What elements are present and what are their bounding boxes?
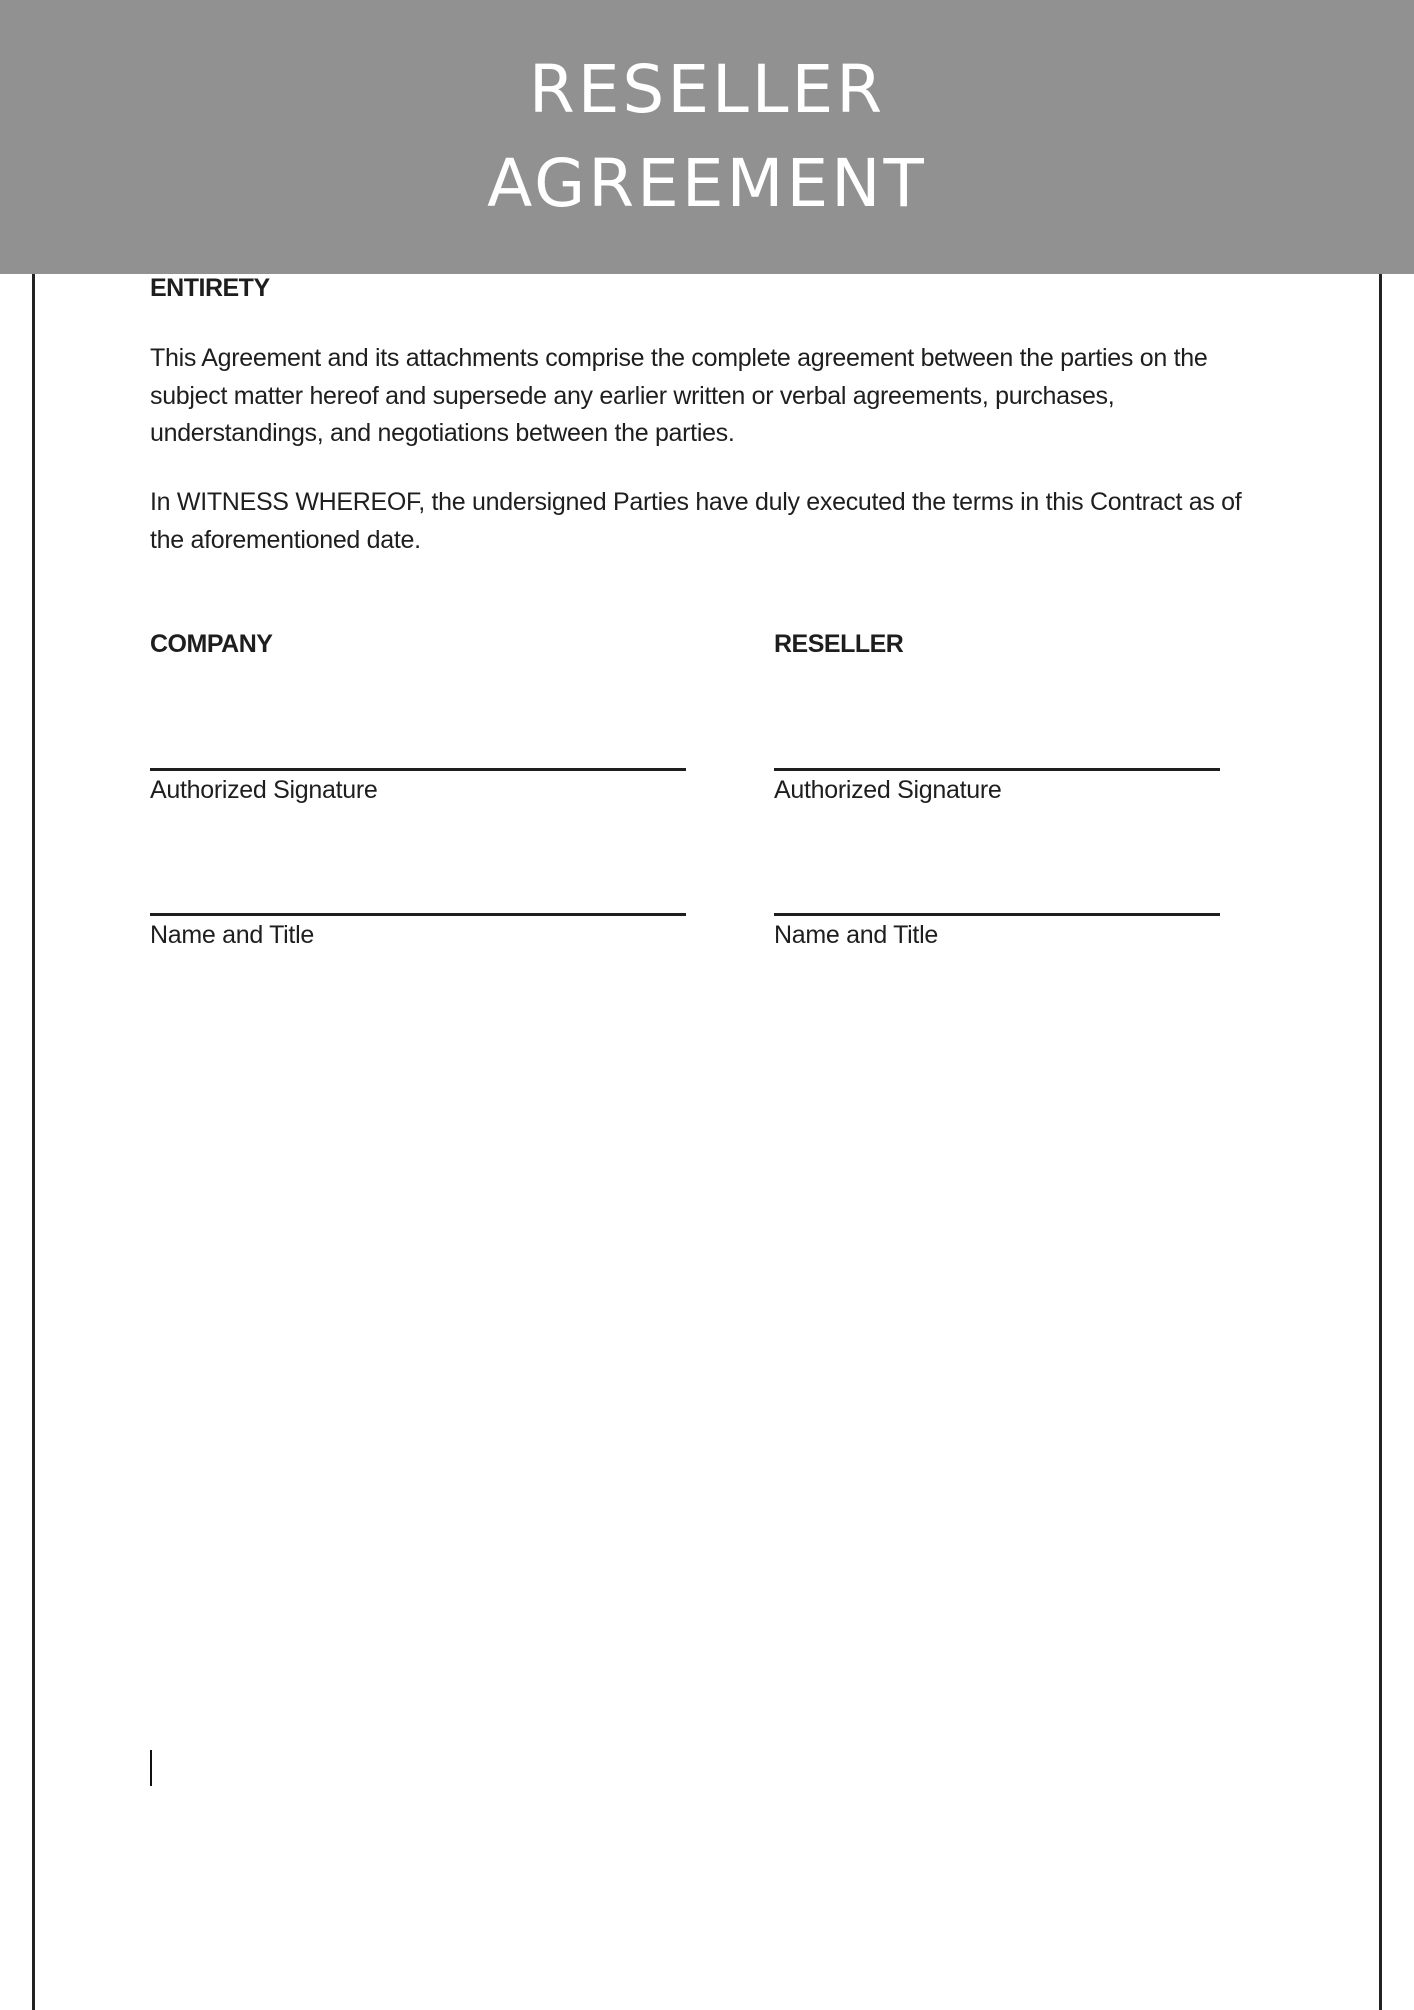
company-heading: COMPANY: [150, 630, 273, 658]
witness-paragraph[interactable]: In WITNESS WHEREOF, the undersigned Parties have duly executed the terms in this Contract as of the aforementioned date.: [150, 488, 1242, 554]
reseller-name-title-label: Name and Title: [774, 921, 938, 949]
banner-title-line-2: AGREEMENT: [487, 145, 927, 222]
section-heading-entirety: ENTIRETY: [150, 274, 270, 302]
company-signature-label: Authorized Signature: [150, 776, 378, 804]
banner-title-line-1: RESELLER: [528, 51, 886, 128]
company-name-title-line[interactable]: [150, 913, 686, 916]
reseller-heading: RESELLER: [774, 630, 904, 658]
company-name-title-label: Name and Title: [150, 921, 314, 949]
text-cursor[interactable]: [150, 1750, 152, 1786]
title-banner: [0, 0, 1414, 274]
entirety-paragraph[interactable]: This Agreement and its attachments comprise the complete agreement between the parties on the subject matter hereof and supersede any earlier written or verbal agreements, purchases, understandings, and negotiations between the parties.: [150, 344, 1208, 447]
company-signature-line[interactable]: [150, 768, 686, 771]
reseller-signature-line[interactable]: [774, 768, 1220, 771]
reseller-signature-label: Authorized Signature: [774, 776, 1002, 804]
reseller-name-title-line[interactable]: [774, 913, 1220, 916]
